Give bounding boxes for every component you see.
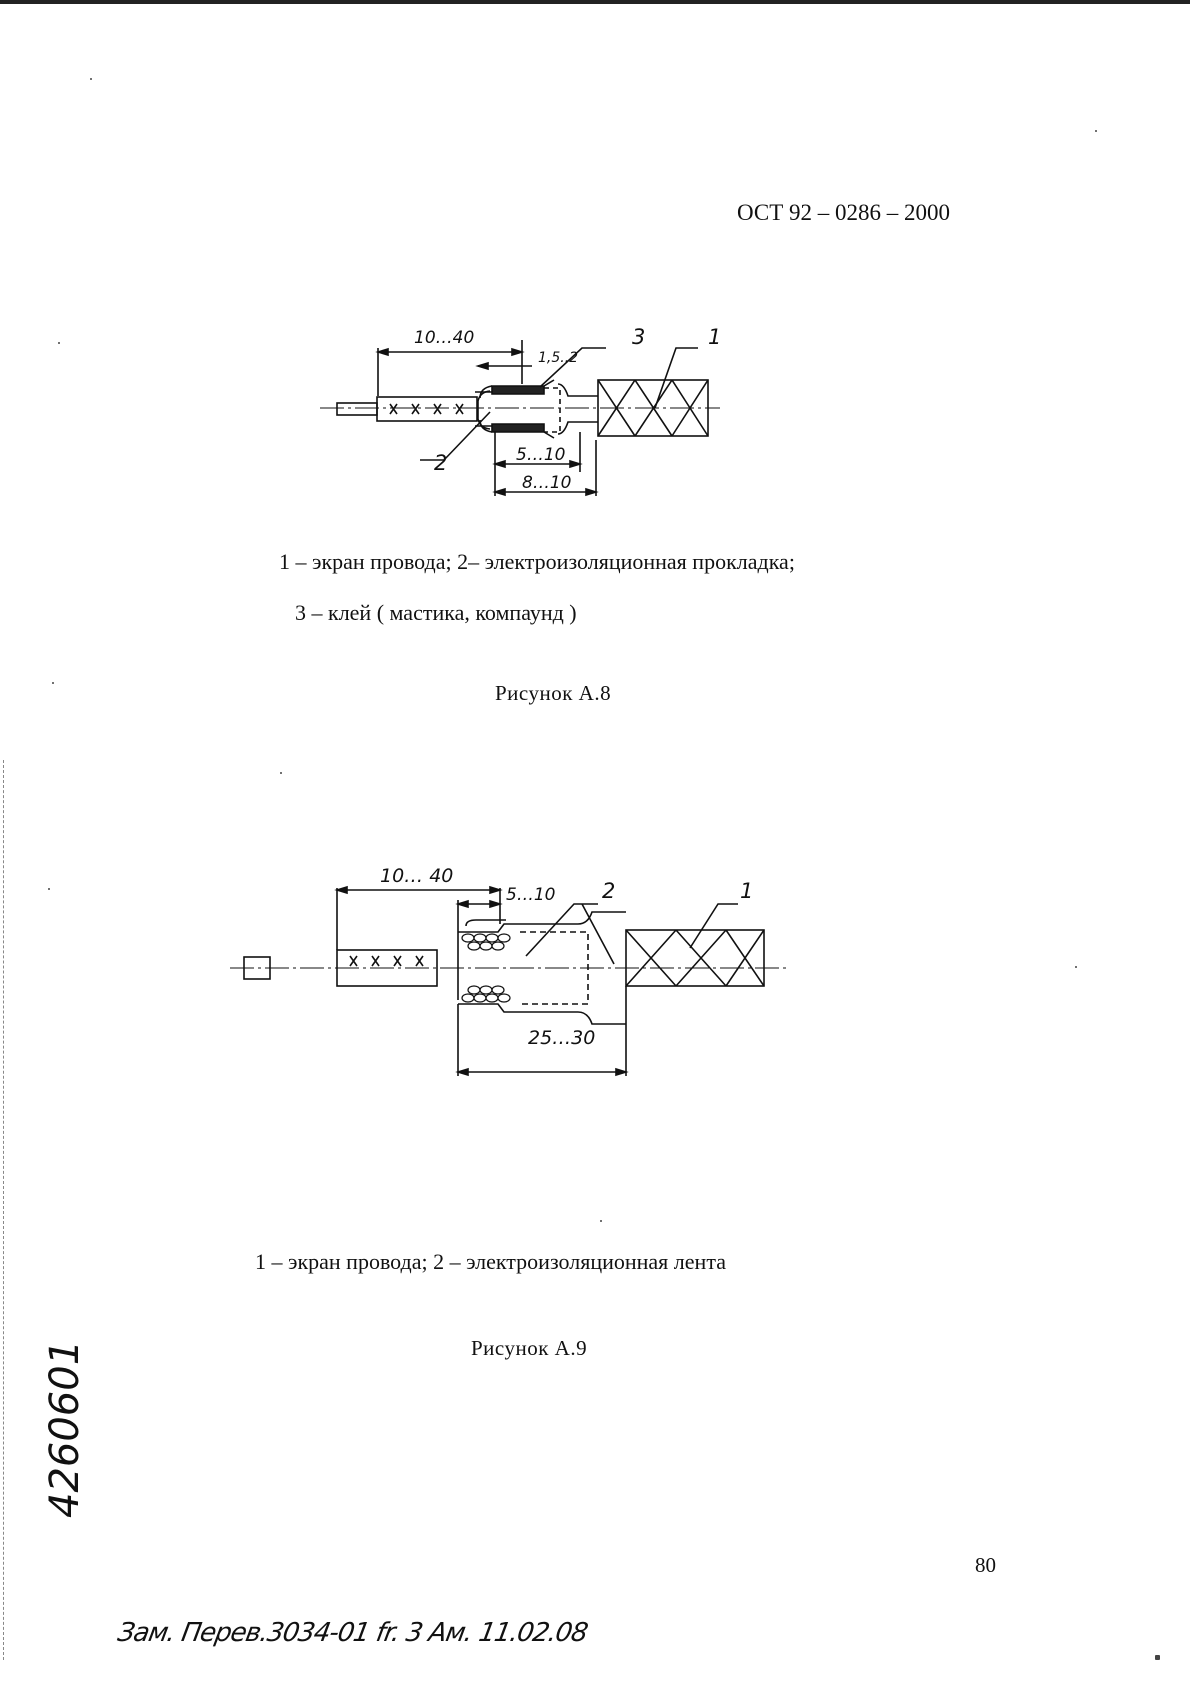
label-a8-2: 2 (434, 451, 448, 475)
scan-speck (1155, 1655, 1160, 1660)
scan-speck (48, 888, 50, 890)
dim-a9-5-10: 5…10 (506, 885, 556, 905)
label-a8-1: 1 (708, 325, 722, 349)
scan-speck (600, 1220, 602, 1222)
dim-a9-10-40: 10… 40 (380, 865, 454, 887)
label-a8-3: 3 (632, 325, 646, 349)
handwritten-change-note: Зам. Перев.3034-01 fr. 3 Ам. 11.02.08 (115, 1618, 590, 1648)
figure-a9-title: Рисунок А.9 (471, 1336, 588, 1360)
dim-a9-25-30: 25…30 (528, 1027, 596, 1049)
figure-a8-caption-line2: 3 – клей ( мастика, компаунд ) (295, 600, 577, 625)
dim-a8-10-40: 10…40 (414, 328, 475, 348)
scan-speck (1095, 130, 1097, 132)
figure-a8-title: Рисунок А.8 (495, 681, 612, 705)
scan-speck (280, 772, 282, 774)
label-a9-2: 2 (602, 879, 616, 903)
figure-a8-caption-line1: 1 – экран провода; 2– электроизоляционная прокладка; (279, 549, 795, 574)
scan-speck (52, 682, 54, 684)
scan-speck (58, 342, 60, 344)
figure-a8-drawing (320, 320, 780, 530)
label-a9-1: 1 (740, 879, 754, 903)
page-number: 80 (975, 1553, 996, 1577)
scan-speck (1075, 966, 1077, 968)
top-border (0, 0, 1190, 4)
figure-a9-caption: 1 – экран провода; 2 – электроизоляционная лента (255, 1249, 726, 1274)
dim-a8-5-10: 5…10 (516, 445, 566, 465)
inventory-number-stamp: 4260601 (42, 1339, 88, 1518)
figure-a9-drawing (230, 860, 820, 1080)
dim-a8-1-5-2: 1,5..2 (538, 350, 579, 366)
scan-speck (90, 78, 92, 80)
dim-a8-8-10: 8…10 (522, 473, 572, 493)
document-code: ОСТ 92 – 0286 – 2000 (737, 200, 951, 225)
left-scan-edge (3, 760, 5, 1660)
